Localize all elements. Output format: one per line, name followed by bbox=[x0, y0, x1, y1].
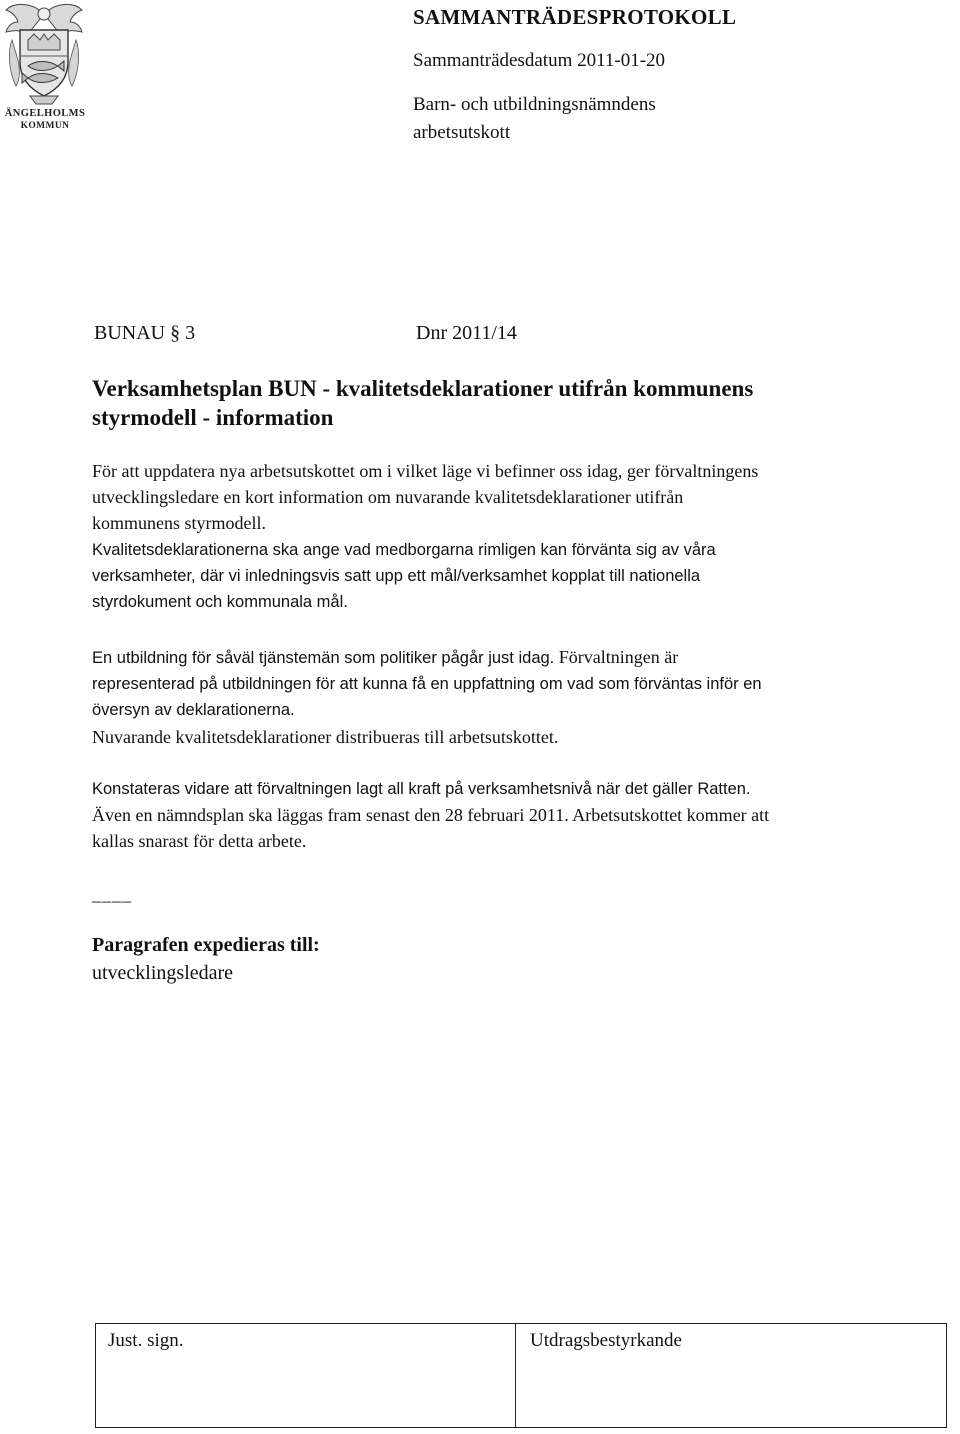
paragraph-3-line3: kallas snarast för detta arbete. bbox=[92, 831, 307, 852]
justification-signature-label: Just. sign. bbox=[108, 1330, 184, 1351]
logo-name-line2: KOMMUN bbox=[20, 121, 70, 131]
paragraph-1-line5: verksamheter, där vi inledningsvis satt upp ett mål/verksamhet kopplat till nationella bbox=[92, 566, 701, 585]
item-heading-line1: Verksamhetsplan BUN - kvalitetsdeklarationer utifrån kommunens bbox=[92, 376, 754, 401]
paragraph-number: BUNAU § 3 bbox=[94, 322, 196, 344]
paragraph-3-line1: Konstateras vidare att förvaltningen lagt all kraft på verksamhetsnivå när det gäller Ratten. bbox=[92, 780, 751, 798]
item-heading-line2: styrmodell - information bbox=[92, 405, 334, 430]
paragraph-1-line3: kommunens styrmodell. bbox=[92, 513, 266, 534]
paragraph-1-line2: utvecklingsledare en kort information om nuvarande kvalitetsdeklarationer utifrån bbox=[92, 487, 684, 508]
item-heading bbox=[92, 374, 932, 432]
signature-box bbox=[95, 1323, 947, 1428]
diary-number: Dnr 2011/14 bbox=[416, 322, 517, 344]
paragraph-2-line2: representerad på utbildningen för att kunna få en uppfattning om vad som förväntas inför en bbox=[92, 675, 762, 694]
meeting-date: Sammanträdesdatum 2011-01-20 bbox=[413, 50, 666, 71]
extract-certification-label: Utdragsbestyrkande bbox=[530, 1330, 682, 1351]
paragraph-3 bbox=[92, 776, 952, 855]
paragraph-1 bbox=[92, 458, 952, 615]
paragraph-2-line4: Nuvarande kvalitetsdeklarationer distribueras till arbetsutskottet. bbox=[92, 726, 559, 747]
paragraph-1-line1: För att uppdatera nya arbetsutskottet om i vilket läge vi befinner oss idag, ger förvaltningens bbox=[92, 461, 759, 481]
municipality-logo bbox=[2, 0, 86, 134]
paragraph-2 bbox=[92, 644, 952, 750]
separator-line: ____ bbox=[92, 884, 132, 904]
committee-name-line2: arbetsutskott bbox=[413, 122, 511, 143]
reference-row bbox=[94, 320, 517, 346]
paragraph-2-line1a: En utbildning för såväl tjänstemän som politiker pågår just idag. bbox=[92, 649, 555, 667]
paragraph-2-line3: översyn av deklarationerna. bbox=[92, 701, 295, 720]
expedition-recipient: utvecklingsledare bbox=[92, 962, 234, 984]
protocol-title: SAMMANTRÄDESPROTOKOLL bbox=[413, 5, 737, 29]
expedition-heading: Paragrafen expedieras till: bbox=[92, 934, 320, 956]
paragraph-3-line2: Även en nämndsplan ska läggas fram senast den 28 februari 2011. Arbetsutskottet kommer att bbox=[92, 805, 770, 826]
signature-divider bbox=[515, 1324, 516, 1427]
protocol-header bbox=[413, 4, 736, 146]
coat-of-arms-icon bbox=[2, 0, 86, 108]
paragraph-2-line1 bbox=[92, 644, 952, 671]
logo-name-line1: ÄNGELHOLMS bbox=[4, 108, 86, 119]
committee-name-line1: Barn- och utbildningsnämndens bbox=[413, 94, 656, 115]
paragraph-1-line4: Kvalitetsdeklarationerna ska ange vad medborgarna rimligen kan förvänta sig av våra bbox=[92, 540, 716, 559]
paragraph-1-line6: styrdokument och kommunala mål. bbox=[92, 593, 348, 612]
paragraph-2-line1b: Förvaltningen är bbox=[554, 647, 679, 667]
